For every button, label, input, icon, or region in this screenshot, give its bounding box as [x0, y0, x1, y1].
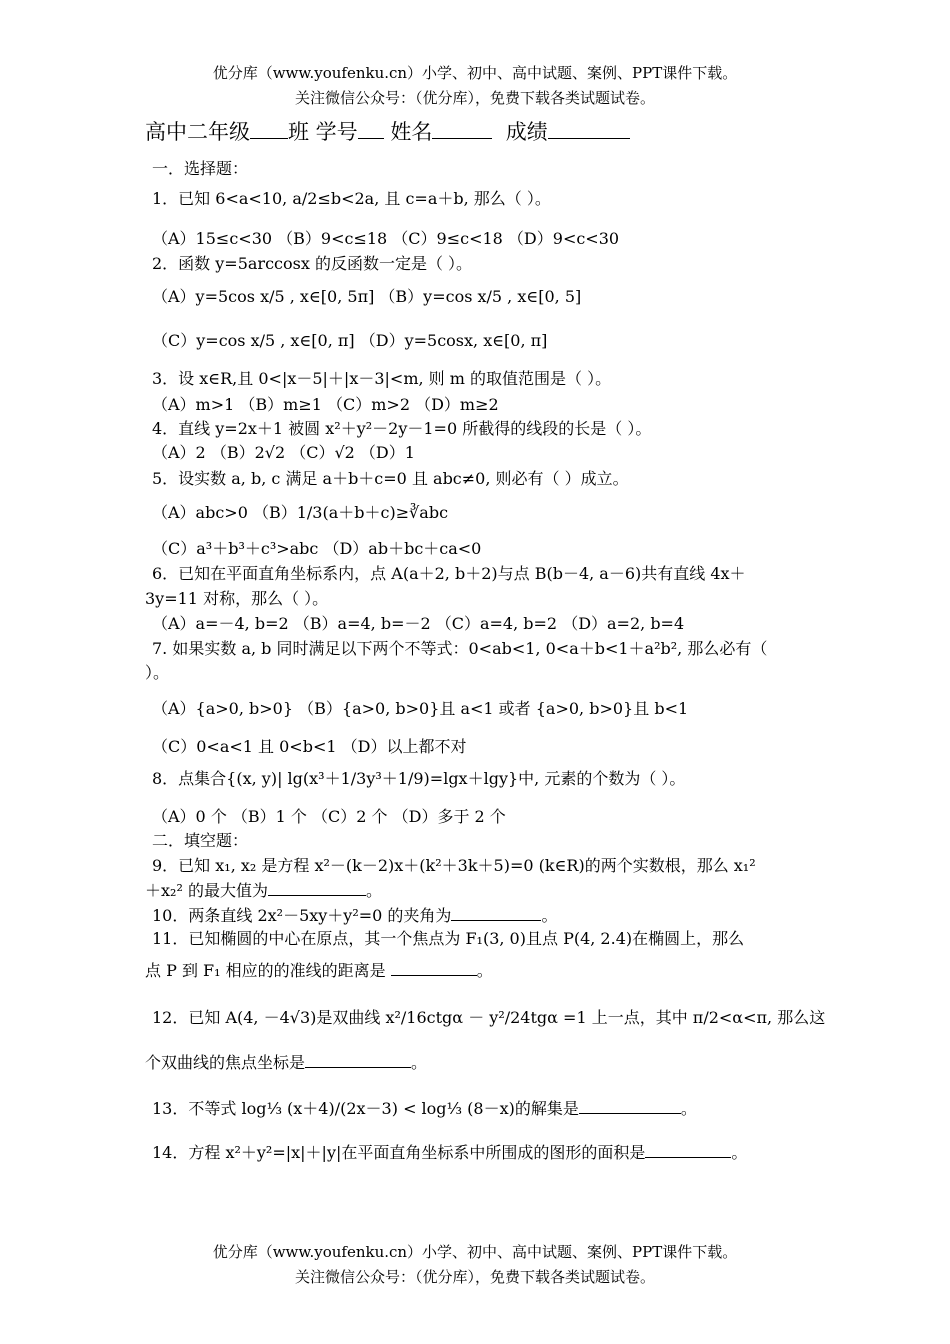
question-12-line-1: 12．已知 A(4, －4√3)是双曲线 x²/16ctgα － y²/24tgα =1 上一点，其中 π/2<α<π, 那么这 — [152, 1008, 826, 1027]
answer-blank-12[interactable] — [305, 1067, 411, 1068]
question-14-text: 14．方程 x²＋y²=|x|＋|y|在平面直角坐标系中所围成的图形的面积是 — [152, 1143, 646, 1162]
footer-line-2: 关注微信公众号：（优分库），免费下载各类试题试卷。 — [294, 1268, 655, 1286]
header-line-1: 优分库（www.youfenku.cn）小学、初中、高中试题、案例、PPT课件下载。 — [212, 64, 738, 82]
question-7-options-cd: （C）0<a<1 且 0<b<1 （D）以上都不对 — [152, 737, 467, 756]
footer-line-1: 优分库（www.youfenku.cn）小学、初中、高中试题、案例、PPT课件下载。 — [212, 1243, 738, 1261]
question-5-options-ab: （A）abc>0 （B）1/3(a＋b＋c)≥∛abc — [152, 503, 449, 522]
question-7-line-2: ）。 — [145, 663, 170, 682]
question-9-text: ＋x₂² 的最大值为 — [145, 881, 268, 900]
question-10: 10．两条直线 2x²－5xy＋y²=0 的夹角为 。 — [152, 906, 558, 925]
name-label: 姓名 — [390, 120, 433, 144]
question-9-line-1: 9．已知 x₁, x₂ 是方程 x²－(k－2)x＋(k²＋3k＋5)=0 (k∈R)的两个实数根，那么 x₁² — [152, 856, 756, 875]
question-1-options: （A）15≤c<30 （B）9<c≤18 （C）9≤c<18 （D）9<c<30 — [152, 229, 620, 248]
answer-blank-10[interactable] — [451, 920, 541, 921]
question-13-text: 13．不等式 log⅓ (x＋4)/(2x－3) < log⅓ (8－x)的解集是 — [152, 1099, 579, 1118]
answer-blank-9[interactable] — [268, 895, 366, 896]
question-9-line-2: ＋x₂² 的最大值为 。 — [145, 881, 382, 900]
question-5-options-cd: （C）a³＋b³＋c³>abc （D）ab＋bc＋ca<0 — [152, 539, 482, 558]
question-5: 5．设实数 a, b, c 满足 a＋b＋c=0 且 abc≠0, 则必有（ ）成立。 — [152, 469, 629, 488]
question-13: 13．不等式 log⅓ (x＋4)/(2x－3) < log⅓ (8－x)的解集是 。 — [152, 1099, 697, 1118]
question-8: 8．点集合{(x, y)| lg(x³＋1/3y³＋1/9)=lgx＋lgy}中, 元素的个数为（ ）。 — [152, 769, 686, 788]
question-2-options-ab: （A）y=5cos x/5 , x∈[0, 5π] （B）y=cos x/5 , x∈[0, 5] — [152, 287, 582, 306]
question-7-options-ab: （A）{a>0, b>0} （B）{a>0, b>0}且 a<1 或者 {a>0, b>0}且 b<1 — [152, 699, 689, 718]
answer-blank-14[interactable] — [645, 1157, 731, 1158]
grade-label: 高中二年级 — [145, 120, 250, 144]
question-2: 2．函数 y=5arccosx 的反函数一定是（ ）。 — [152, 254, 473, 273]
class-id-label: 班 学号 — [288, 120, 358, 144]
question-14: 14．方程 x²＋y²=|x|＋|y|在平面直角坐标系中所围成的图形的面积是 。 — [152, 1143, 748, 1162]
question-3: 3．设 x∈R,且 0<|x－5|＋|x－3|<m, 则 m 的取值范围是（ ）。 — [152, 369, 612, 388]
question-12-line-2: 个双曲线的焦点坐标是 。 — [145, 1053, 428, 1072]
section-choice: 一．选择题： — [152, 159, 249, 178]
title-line — [145, 116, 630, 146]
question-11-line-1: 11．已知椭圆的中心在原点，其一个焦点为 F₁(3, 0)且点 P(4, 2.4)在椭圆上，那么 — [152, 929, 745, 948]
question-11-line-2: 点 P 到 F₁ 相应的的准线的距离是 。 — [145, 961, 493, 980]
question-6-options: （A）a=－4, b=2 （B）a=4, b=－2 （C）a=4, b=2 （D）a=2, b=4 — [152, 614, 685, 633]
question-6-line-1: 6．已知在平面直角坐标系内，点 A(a＋2, b＋2)与点 B(b－4, a－6)共有直线 4x＋ — [152, 564, 746, 583]
question-1: 1．已知 6<a<10, a/2≤b<2a, 且 c=a＋b, 那么（ ）。 — [152, 189, 551, 208]
question-2-options-cd: （C）y=cos x/5 , x∈[0, π] （D）y=5cosx, x∈[0, π] — [152, 331, 548, 350]
question-7-line-1: 7. 如果实数 a, b 同时满足以下两个不等式：0<ab<1, 0<a＋b<1＋a²b², 那么必有（ — [152, 639, 768, 658]
question-11-text: 点 P 到 F₁ 相应的的准线的距离是 — [145, 961, 386, 980]
question-4-options: （A）2 （B）2√2 （C）√2 （D）1 — [152, 443, 415, 462]
question-10-text: 10．两条直线 2x²－5xy＋y²=0 的夹角为 — [152, 906, 452, 925]
score-label: 成绩 — [505, 120, 548, 144]
answer-blank-11[interactable] — [391, 975, 477, 976]
question-6-line-2: 3y=11 对称，那么（ ）。 — [145, 589, 329, 608]
section-fill: 二．填空题： — [152, 831, 249, 850]
answer-blank-13[interactable] — [579, 1113, 681, 1114]
header-line-2: 关注微信公众号：（优分库），免费下载各类试题试卷。 — [294, 89, 655, 107]
question-4: 4．直线 y=2x＋1 被圆 x²＋y²－2y－1=0 所截得的线段的长是（ ）。 — [152, 419, 652, 438]
question-3-options: （A）m>1 （B）m≥1 （C）m>2 （D）m≥2 — [152, 395, 499, 414]
question-8-options: （A）0 个 （B）1 个 （C）2 个 （D）多于 2 个 — [152, 807, 506, 826]
question-12-text: 个双曲线的焦点坐标是 — [145, 1053, 306, 1072]
